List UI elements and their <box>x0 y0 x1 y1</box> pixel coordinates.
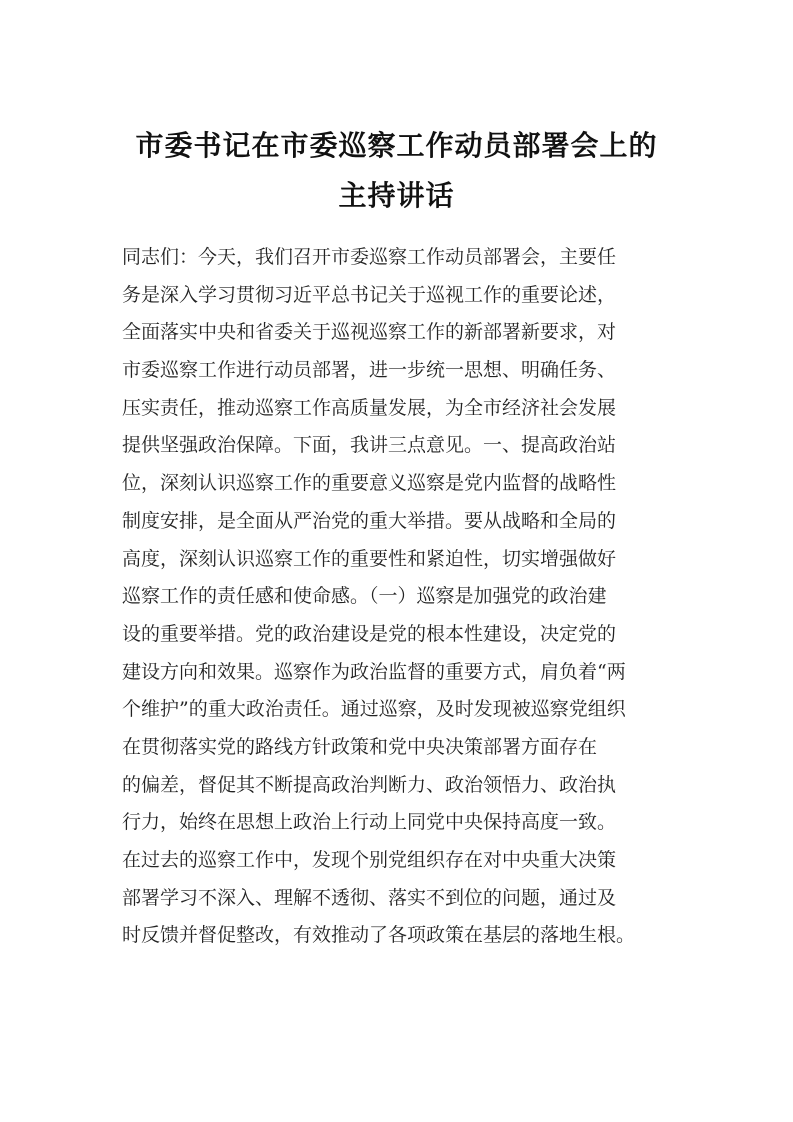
body-line: 的偏差，督促其不断提高政治判断力、政治领悟力、政治执 <box>122 773 617 796</box>
body-line: 在过去的巡察工作中，发现个别党组织存在对中央重大决策 <box>122 849 617 871</box>
body-line: 市委巡察工作进行动员部署，进一步统一思想、明确任务、 <box>122 359 617 382</box>
body-line: 在贯彻落实党的路线方针政策和党中央决策部署方面存在 <box>122 735 598 758</box>
body-line: 提供坚强政治保障。下面，我讲三点意见。一、提高政治站 <box>122 434 617 457</box>
body-line: 制度安排，是全面从严治党的重大举措。要从战略和全局的 <box>122 509 617 532</box>
body-line: 时反馈并督促整改，有效推动了各项政策在基层的落地生根。 <box>122 924 636 947</box>
body-line: 务是深入学习贯彻习近平总书记关于巡视工作的重要论述， <box>122 283 617 306</box>
body-line: 巡察工作的责任感和使命感。（一）巡察是加强党的政治建 <box>122 585 607 608</box>
body-line: 全面落实中央和省委关于巡视巡察工作的新部署新要求，对 <box>122 321 617 344</box>
body-line: 位，深刻认识巡察工作的重要意义巡察是党内监督的战略性 <box>122 472 617 495</box>
body-line: 行力，始终在思想上政治上行动上同党中央保持高度一致。 <box>122 811 617 834</box>
document-title-line-2: 主持讲话 <box>338 179 455 212</box>
body-line: 建设方向和效果。巡察作为政治监督的重要方式，肩负着“两 <box>122 660 626 683</box>
document-body <box>122 239 682 955</box>
body-line: 高度，深刻认识巡察工作的重要性和紧迫性，切实增强做好 <box>122 547 617 570</box>
document-title-line-1: 市委书记在市委巡察工作动员部署会上的 <box>135 129 658 162</box>
body-line: 部署学习不深入、理解不透彻、落实不到位的问题，通过及 <box>122 886 617 909</box>
body-line: 设的重要举措。党的政治建设是党的根本性建设，决定党的 <box>122 622 617 645</box>
body-line: 压实责任，推动巡察工作高质量发展，为全市经济社会发展 <box>122 396 617 419</box>
body-line: 个维护”的重大政治责任。通过巡察，及时发现被巡察党组织 <box>122 698 626 721</box>
body-line: 同志们：今天，我们召开市委巡察工作动员部署会，主要任 <box>122 246 617 268</box>
